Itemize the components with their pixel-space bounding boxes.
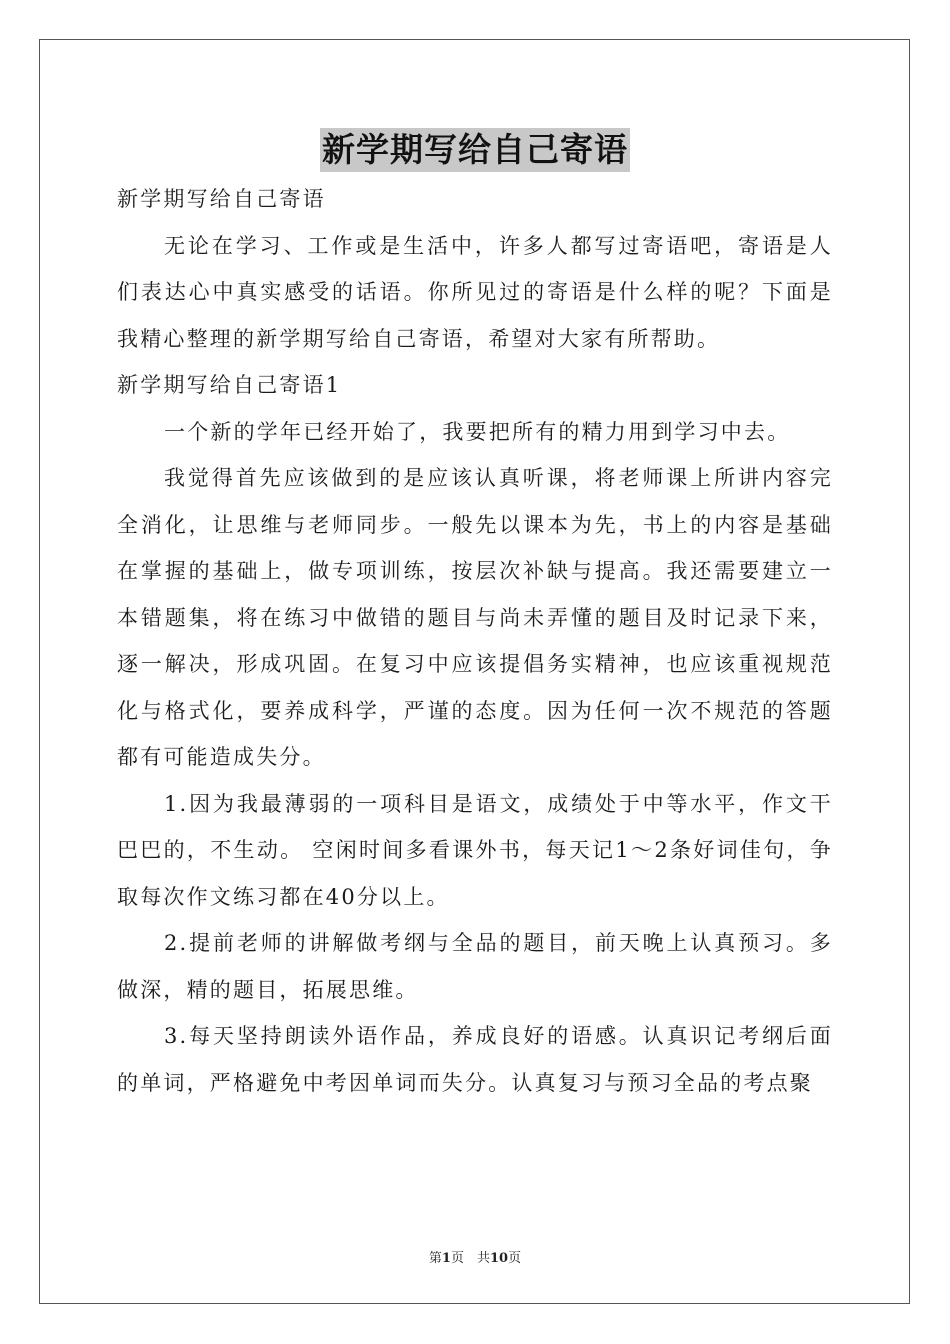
paragraph: 新学期写给自己寄语1: [117, 373, 342, 397]
title-container: [0, 128, 950, 172]
document-title: 新学期写给自己寄语: [320, 128, 630, 172]
paragraph: 一个新的学年已经开始了，我要把所有的精力用到学习中去。: [164, 419, 791, 444]
footer-page-number: 1: [441, 1251, 451, 1266]
paragraph: 新学期写给自己寄语: [117, 187, 326, 211]
footer-prefix: 第: [428, 1251, 442, 1266]
paragraph: 1.因为我最薄弱的一项科目是语文，成绩处于中等水平，作文干巴巴的，不生动。 空闲时间多看课外书，每天记1～2条好词佳句，争取每次作文练习都在40分以上。: [117, 791, 833, 909]
paragraph: 无论在学习、工作或是生活中，许多人都写过寄语吧，寄语是人们表达心中真实感受的话语。你所见过的寄语是什么样的呢？下面是我精心整理的新学期写给自己寄语，希望对大家有所帮助。: [117, 233, 833, 351]
footer-total-pages: 10: [489, 1251, 509, 1266]
paragraph: 我觉得首先应该做到的是应该认真听课，将老师课上所讲内容完全消化，让思维与老师同步。一般先以课本为先，书上的内容是基础在掌握的基础上，做专项训练，按层次补缺与提高。我还需要建立一本错题集，将在练习中做错的题目与尚未弄懂的题目及时记录下来，逐一解决，形成巩固。在复习中应该提倡务实精神，也应该重视规范化与格式化，要养成科学，严谨的态度。因为任何一次不规范的答题都有可能造成失分。: [117, 466, 833, 769]
document-body: [117, 176, 833, 1106]
paragraph: 2.提前老师的讲解做考纲与全品的题目，前天晚上认真预习。多做深，精的题目，拓展思维。: [117, 931, 833, 1002]
page-footer: [0, 1247, 950, 1266]
footer-suffix: 页: [508, 1251, 522, 1266]
footer-mid: 页 共: [450, 1251, 490, 1266]
paragraph: 3.每天坚持朗读外语作品，养成良好的语感。认真识记考纲后面的单词，严格避免中考因单词而失分。认真复习与预习全品的考点聚: [117, 1024, 833, 1095]
